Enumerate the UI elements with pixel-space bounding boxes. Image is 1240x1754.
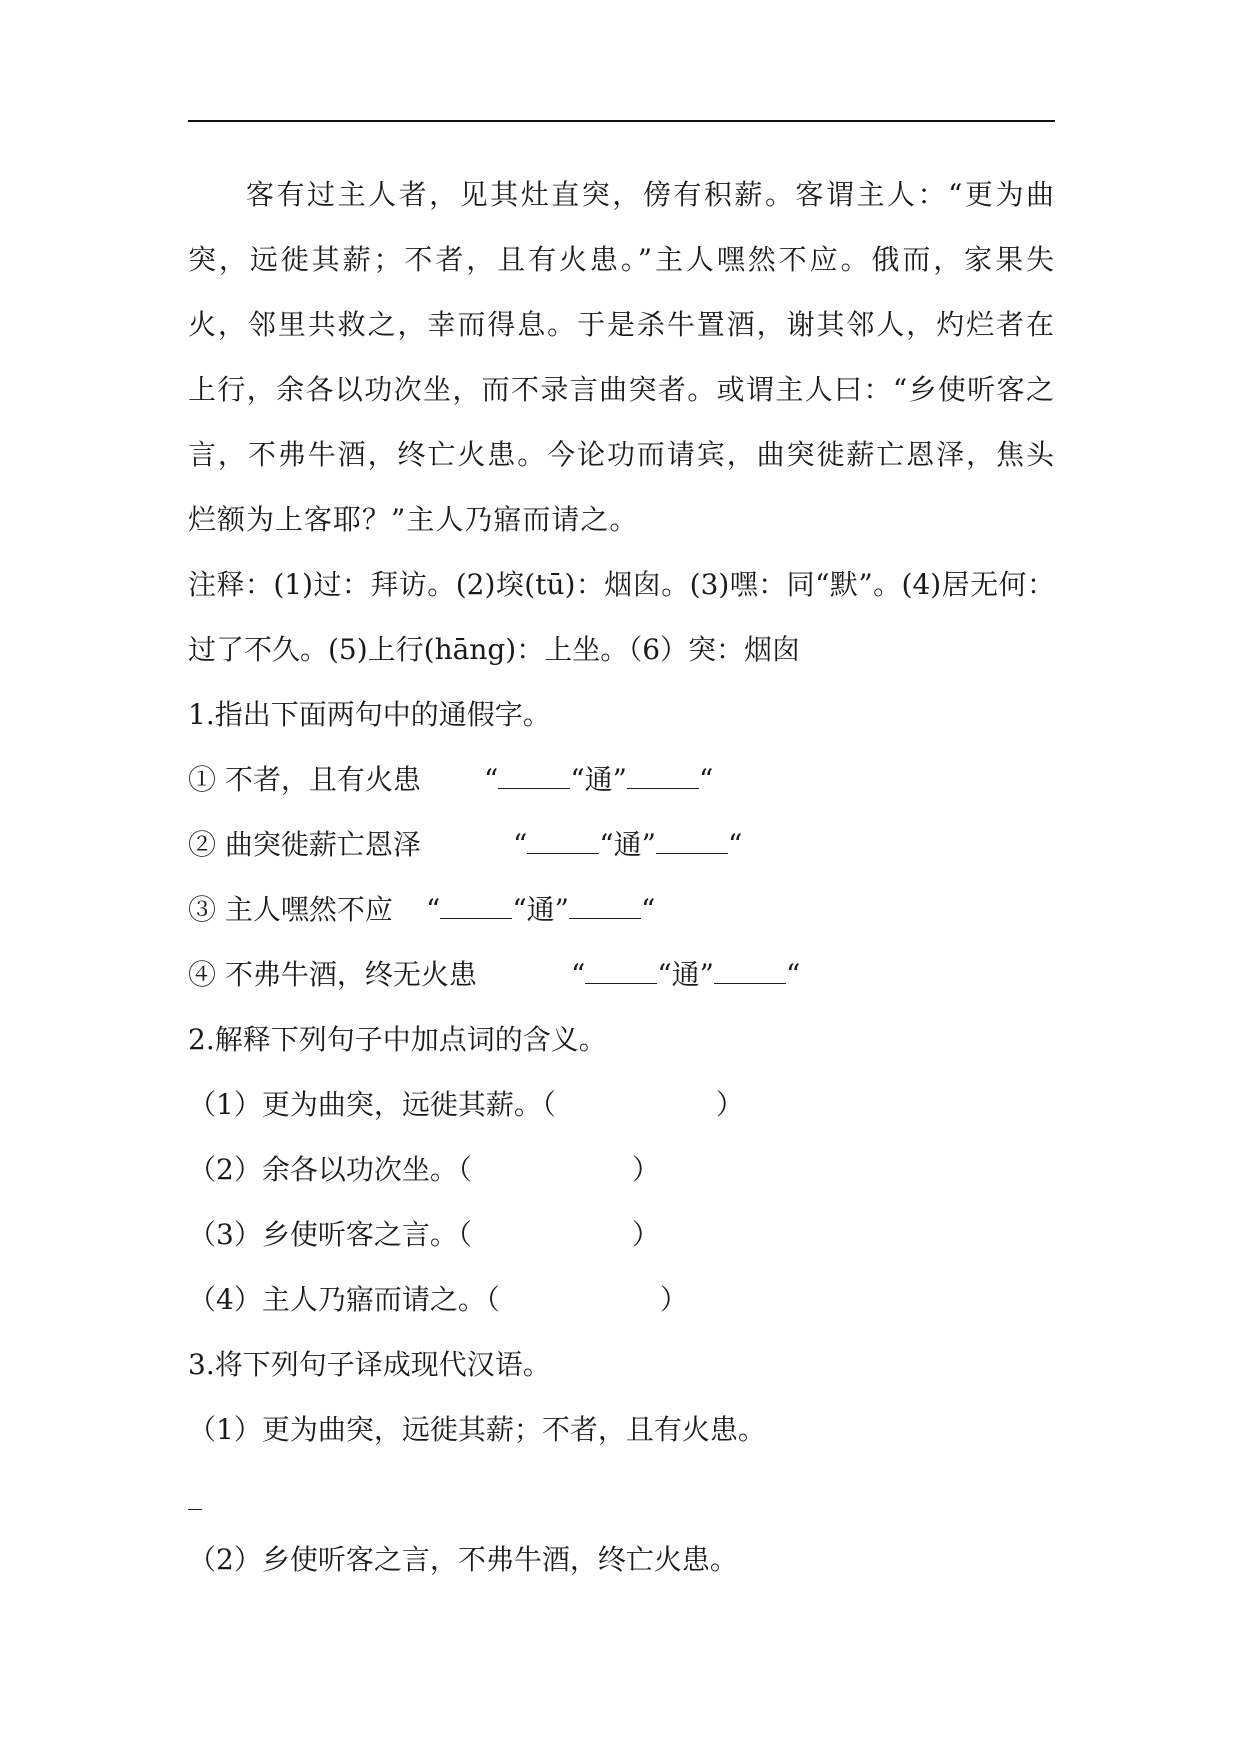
close-paren: ） — [715, 1088, 744, 1121]
answer-blank[interactable] — [440, 890, 512, 919]
q1-item-3 — [188, 877, 1055, 942]
q2-item-text: （3）乡使听客之言。（ — [188, 1218, 472, 1251]
q1-item-sentence: ① 不者，且有火患 — [188, 763, 421, 796]
q2-item-1 — [188, 1072, 1055, 1137]
q2-item-text: （1）更为曲突，远徙其薪。（ — [188, 1088, 556, 1121]
q1-item-4 — [188, 942, 1055, 1007]
question-1-title: 1.指出下面两句中的通假字。 — [188, 698, 551, 731]
q2-item-3 — [188, 1202, 1055, 1267]
answer-blank[interactable] — [569, 890, 641, 919]
quote-open: “ — [513, 828, 528, 861]
q1-item-1 — [188, 747, 1055, 812]
q1-item-sentence: ② 曲突徙薪亡恩泽 — [188, 828, 421, 861]
quote-close: “ — [785, 958, 801, 991]
quote-open: “ — [426, 893, 441, 926]
q2-item-2 — [188, 1137, 1055, 1202]
q1-item-sentence: ③ 主人嘿然不应 — [188, 893, 393, 926]
quote-close: “ — [727, 828, 743, 861]
q1-item-2 — [188, 812, 1055, 877]
annotation-notes: 注释：(1)过：拜访。(2)堗(tū)：烟囱。(3)嘿：同“默”。(4)居无何：过了不久。(5)上行(hāng)：上坐。（6）突：烟囱 — [188, 568, 1055, 666]
classical-passage: 客有过主人者，见其灶直突，傍有积薪。客谓主人：“更为曲突，远徙其薪；不者，且有火患。”主人嘿然不应。俄而，家果失火，邻里共救之，幸而得息。于是杀牛置酒，谢其邻人，灼烂者在上行，余各以功次坐，而不录言曲突者。或谓主人曰：“乡使听客之言，不弗牛酒，终亡火患。今论功而请宾，曲突徙薪亡恩泽，焦头烂额为上客耶？”主人乃寤而请之。 — [188, 178, 1055, 536]
close-paren: ） — [631, 1218, 660, 1251]
tong-label: “通” — [657, 958, 714, 991]
header-rule — [188, 120, 1055, 122]
answer-blank[interactable] — [714, 955, 786, 984]
quote-open: “ — [571, 958, 586, 991]
q1-item-sentence: ④ 不弗牛酒，终无火患 — [188, 958, 477, 991]
worksheet-content — [188, 162, 1055, 1592]
q3-answer-line[interactable] — [188, 1462, 1055, 1527]
question-3-title: 3.将下列句子译成现代汉语。 — [188, 1348, 551, 1381]
q3-item-2: （2）乡使听客之言，不弗牛酒，终亡火患。 — [188, 1543, 738, 1576]
q2-item-text: （4）主人乃寤而请之。（ — [188, 1283, 500, 1316]
close-paren: ） — [631, 1153, 660, 1186]
tong-label: “通” — [599, 828, 656, 861]
tong-label: “通” — [570, 763, 627, 796]
quote-close: “ — [640, 893, 656, 926]
quote-close: “ — [698, 763, 714, 796]
quote-open: “ — [484, 763, 499, 796]
answer-blank[interactable] — [527, 825, 599, 854]
answer-blank[interactable] — [585, 955, 657, 984]
q2-item-text: （2）余各以功次坐。（ — [188, 1153, 472, 1186]
q2-item-4 — [188, 1267, 1055, 1332]
answer-blank[interactable] — [627, 760, 699, 789]
answer-blank[interactable] — [498, 760, 570, 789]
answer-blank[interactable] — [656, 825, 728, 854]
tong-label: “通” — [512, 893, 569, 926]
answer-stub-line — [188, 1509, 202, 1510]
close-paren: ） — [659, 1283, 688, 1316]
q3-item-1: （1）更为曲突，远徙其薪；不者，且有火患。 — [188, 1413, 766, 1446]
question-2-title: 2.解释下列句子中加点词的含义。 — [188, 1023, 607, 1056]
